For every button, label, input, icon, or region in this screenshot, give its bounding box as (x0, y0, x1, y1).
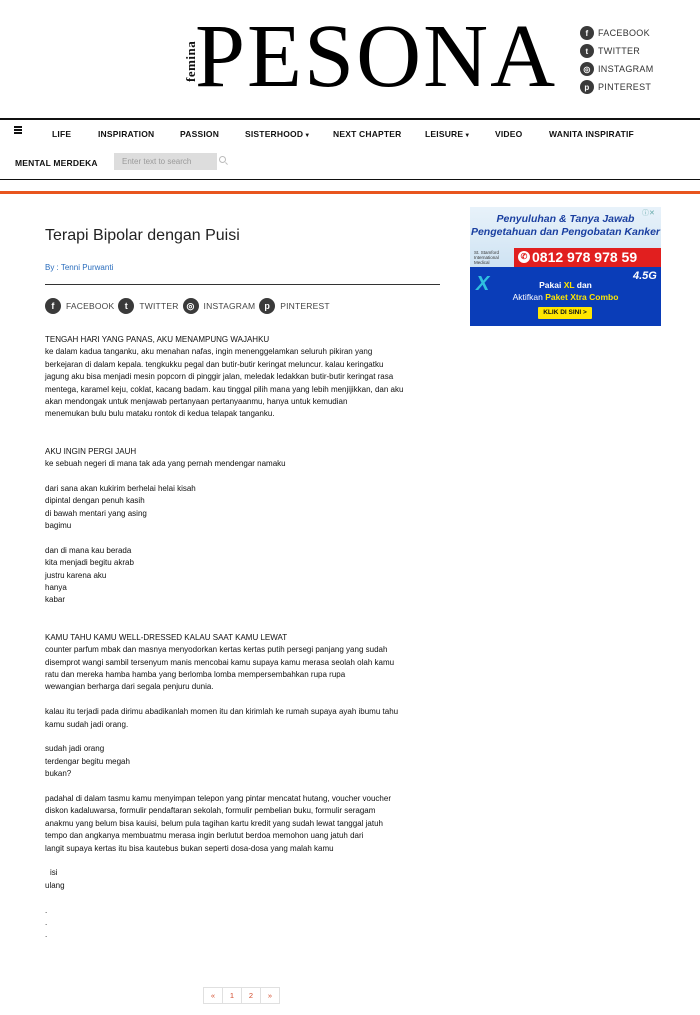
facebook-icon[interactable]: f (45, 298, 61, 314)
nav-divider-bottom (0, 179, 700, 180)
social-link-twitter[interactable] (580, 42, 654, 60)
nav-item-leisure[interactable] (425, 129, 470, 139)
ad-bottom-panel (470, 267, 661, 326)
body-line: ulang (45, 880, 65, 890)
body-line: justru karena aku (45, 570, 107, 580)
title-divider (45, 284, 440, 285)
sidebar-ad[interactable] (470, 207, 661, 326)
body-line: mentega, karamel keju, coklat, kacang badam. kau tinggal pilih mana yang lebih menjijikkan, dan aku (45, 384, 404, 394)
hamburger-menu-icon[interactable] (14, 126, 22, 136)
ad-line-2 (470, 292, 661, 302)
main-nav (0, 120, 700, 180)
ad-headline-line: Penyuluhan & Tanya Jawab (496, 213, 635, 225)
ad-phone-number (514, 248, 661, 267)
logo-text: PESONA (195, 7, 558, 106)
ad-phone-text: 0812 978 978 59 (532, 249, 638, 265)
social-label: TWITTER (598, 46, 641, 56)
xl-logo-icon: X (476, 273, 490, 295)
pinterest-icon[interactable]: p (259, 298, 275, 314)
caret-down-icon: ▼ (304, 133, 311, 139)
phone-icon: ✆ (518, 251, 530, 263)
caret-down-icon: ▼ (464, 133, 471, 139)
ad-text: XL (563, 280, 575, 290)
body-line: dan di mana kau berada (45, 545, 132, 555)
nav-item-life[interactable]: LIFE (52, 129, 72, 139)
social-link-pinterest[interactable] (580, 78, 654, 96)
page-prev-button[interactable]: « (203, 987, 223, 1004)
body-line: berkejaran di dalam kepala. tengkukku pegal dan butir-butir keringat meluncur. kalau keringatku (45, 359, 384, 369)
header-social-links (580, 24, 654, 96)
body-line: bukan? (45, 769, 72, 779)
body-line: diskon kadaluwarsa, formulir pendaftaran sekolah, formulir pembelian buku, formulir seragam (45, 806, 376, 816)
body-line: dipintal dengan penuh kasih (45, 496, 145, 506)
social-label: INSTAGRAM (598, 64, 654, 74)
twitter-icon: t (580, 44, 594, 58)
nav-item-video[interactable]: VIDEO (495, 129, 523, 139)
share-pinterest-label[interactable]: PINTEREST (280, 301, 330, 311)
ad-top-panel (470, 207, 661, 267)
site-logo[interactable] (183, 7, 558, 106)
social-link-facebook[interactable] (580, 24, 654, 42)
ad-text: Paket Xtra Combo (545, 292, 619, 302)
article-body (45, 334, 445, 942)
ad-line-1 (470, 280, 661, 290)
ad-text: Aktifkan (512, 292, 546, 302)
body-line: disemprot wangi sambil tersenyum manis mencobai kamu supaya kamu merasa seolah olah kamu (45, 657, 395, 667)
social-link-instagram[interactable] (580, 60, 654, 78)
accent-bar (0, 191, 700, 194)
nav-item-label: SISTERHOOD (245, 129, 304, 139)
adchoices-icon[interactable]: ⓘ✕ (642, 210, 655, 217)
search-icon[interactable] (219, 156, 226, 163)
body-line: kamu sudah jadi orang. (45, 719, 129, 729)
body-line: counter parfum mbak dan masnya menyodorkan kertas kertas putih persegi panjang yang sudah (45, 645, 388, 655)
twitter-icon[interactable]: t (118, 298, 134, 314)
page-next-button[interactable]: » (260, 987, 280, 1004)
page-1-button[interactable]: 1 (222, 987, 242, 1004)
body-line: isi (50, 868, 58, 878)
body-line: langit supaya kertas itu bisa kautebus bukan seperti dosa-dosa yang malah kamu (45, 843, 334, 853)
pagination (203, 987, 279, 1004)
ellipsis-dot: . (45, 905, 48, 915)
body-line: padahal di dalam tasmu kamu menyimpan telepon yang pintar mencatat hutang, voucher voucher (45, 793, 391, 803)
ellipsis-dot: . (45, 917, 48, 927)
article-title: Terapi Bipolar dengan Puisi (45, 227, 240, 244)
nav-item-passion[interactable]: PASSION (180, 129, 220, 139)
body-line: kita menjadi begitu akrab (45, 558, 134, 568)
body-line: anakmu yang belum bisa kauisi, belum pula tagihan kartu kredit yang sudah lewat tanggal jatuh (45, 818, 383, 828)
ad-headline (470, 213, 661, 239)
body-line: kalau itu terjadi pada dirimu abadikanlah momen itu dan kirimlah ke rumah supaya ayah ibumu tahu (45, 707, 399, 717)
social-label: FACEBOOK (598, 28, 650, 38)
nav-item-next-chapter[interactable]: NEXT CHAPTER (333, 129, 402, 139)
ad-text: Pakai (539, 280, 564, 290)
body-line: wewangian berharga dari segala penjuru dunia. (45, 682, 214, 692)
facebook-icon: f (580, 26, 594, 40)
nav-item-label: LEISURE (425, 129, 464, 139)
ad-hospital-logo: St. Stamford International Medical (474, 250, 500, 265)
body-line: terdengar begitu megah (45, 756, 130, 766)
article-byline[interactable]: By : Tenni Purwanti (45, 263, 114, 272)
body-line: kabar (45, 595, 66, 605)
body-line: di bawah mentari yang asing (45, 508, 147, 518)
instagram-icon: ◎ (580, 62, 594, 76)
body-line: ke dalam kadua tanganku, aku menahan nafas, ingin menenggelamkan seluruh pikiran yang (45, 347, 373, 357)
share-bar (45, 298, 334, 314)
pinterest-icon: p (580, 80, 594, 94)
ad-network-badge: 4.5G (633, 270, 657, 282)
search-input[interactable] (114, 153, 217, 170)
share-facebook-label[interactable]: FACEBOOK (66, 301, 115, 311)
body-line: dari sana akan kukirim berhelai helai kisah (45, 483, 196, 493)
nav-item-sisterhood[interactable] (245, 129, 310, 139)
body-line: bagimu (45, 521, 72, 531)
nav-item-inspiration[interactable]: INSPIRATION (98, 129, 155, 139)
share-twitter-label[interactable]: TWITTER (139, 301, 179, 311)
page-2-button[interactable]: 2 (241, 987, 261, 1004)
instagram-icon[interactable]: ◎ (183, 298, 199, 314)
nav-item-mental-merdeka[interactable]: MENTAL MERDEKA (15, 158, 98, 168)
body-line: hanya (45, 583, 67, 593)
ad-cta-button[interactable]: KLIK DI SINI > (538, 307, 592, 319)
body-line: sudah jadi orang (45, 744, 105, 754)
body-line: tempo dan angkanya membuatmu merasa ingin berlutut berdoa memohon uang jatuh dari (45, 831, 364, 841)
body-line: menemukan bulu bulu mataku rontok di kedua telapak tanganku. (45, 409, 275, 419)
body-line: jagung aku bisa menjadi mesin popcorn di pinggir jalan, meledak ledakkan butir-butir keringat rasa (45, 372, 394, 382)
body-line: ratu dan mereka hamba hamba yang berlomba lomba mempersembahkan rupa rupa (45, 669, 346, 679)
body-line: ke sebuah negeri di mana tak ada yang pernah mendengar namaku (45, 459, 286, 469)
section-heading: TENGAH HARI YANG PANAS, AKU MENAMPUNG WAJAHKU (45, 335, 270, 344)
ellipsis-dot: . (45, 930, 48, 940)
ad-headline-line: Pengetahuan dan Pengobatan Kanker (470, 226, 661, 238)
nav-item-wanita-inspiratif[interactable]: WANITA INSPIRATIF (549, 129, 634, 139)
ad-text: dan (574, 280, 592, 290)
section-heading: AKU INGIN PERGI JAUH (45, 446, 137, 456)
social-label: PINTEREST (598, 82, 652, 92)
section-heading: KAMU TAHU KAMU WELL-DRESSED KALAU SAAT KAMU LEWAT (45, 632, 288, 642)
body-line: akan mendongak untuk menjawab pertanyaan pertanyaanmu, hanya untuk kemudian (45, 397, 348, 407)
share-instagram-label[interactable]: INSTAGRAM (203, 301, 256, 311)
logo-subtitle: femina (183, 40, 198, 82)
